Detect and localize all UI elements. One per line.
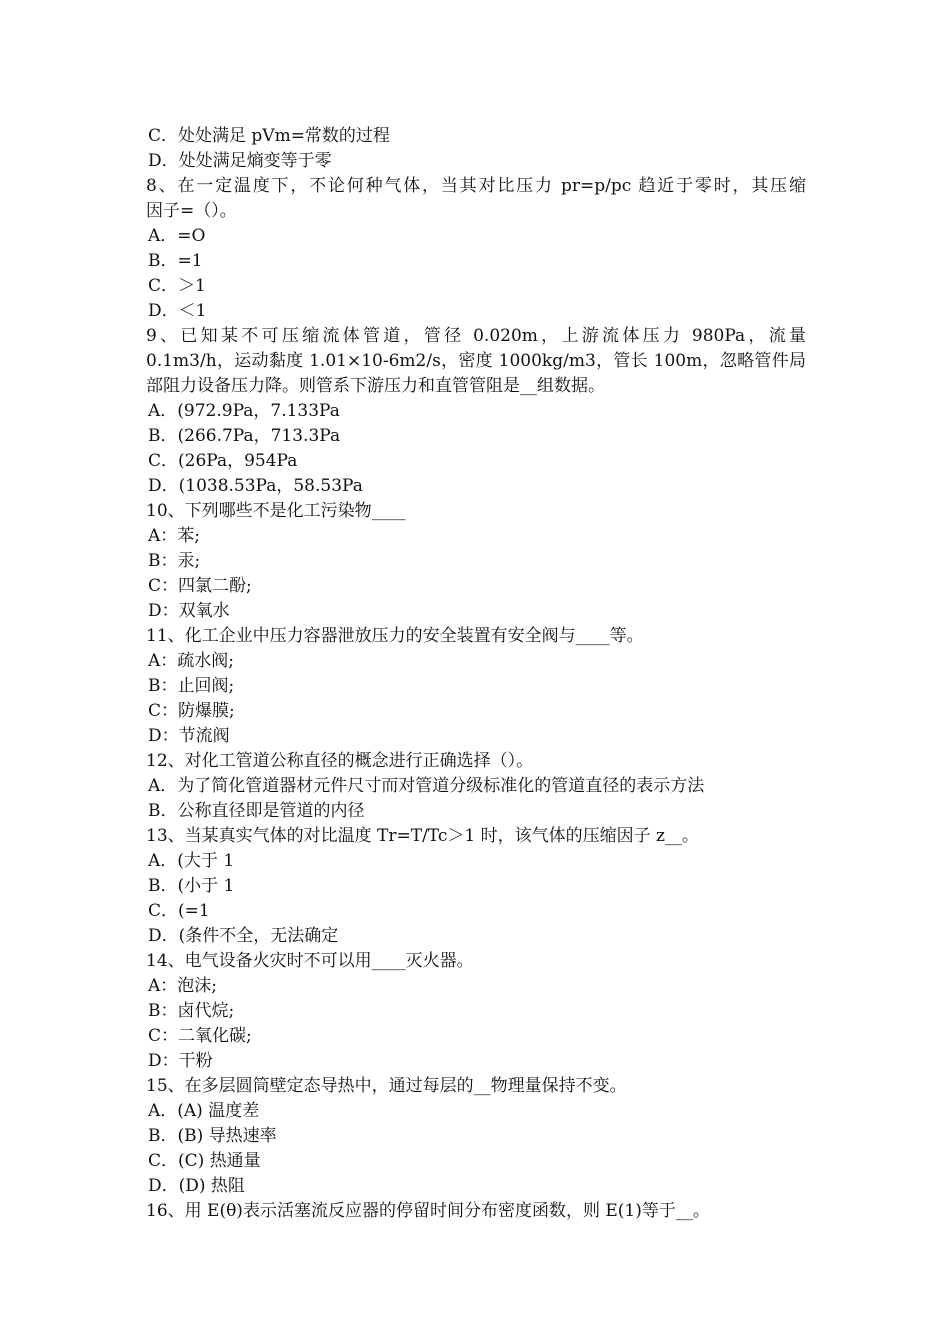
answer-option-line: B：卤代烷;: [148, 1001, 235, 1021]
answer-option-line: C：二氧化碳;: [148, 1026, 252, 1046]
answer-option-line: B：汞;: [148, 551, 201, 571]
question-text-line: 10、下列哪些不是化工污染物____: [146, 501, 406, 521]
answer-option-line: D．(D) 热阻: [148, 1176, 245, 1196]
question-text-line: 12、对化工管道公称直径的概念进行正确选择（）。: [146, 751, 534, 771]
question-text-line: 0.1m3/h，运动黏度 1.01×10-6m2/s，密度 1000kg/m3，管长 100m，忽略管件局: [146, 351, 806, 371]
answer-option-line: D．(1038.53Pa，58.53Pa: [148, 476, 363, 496]
question-text-line: 8、在一定温度下，不论何种气体，当其对比压力 pr=p/pc 趋近于零时，其压缩: [146, 176, 806, 196]
question-text-line: 因子=（）。: [146, 201, 237, 221]
question-text-line: 11、化工企业中压力容器泄放压力的安全装置有安全阀与____等。: [146, 626, 644, 646]
answer-option-line: C．(26Pa，954Pa: [148, 451, 298, 471]
answer-option-line: A：泡沫;: [148, 976, 218, 996]
answer-option-line: A．(972.9Pa，7.133Pa: [148, 401, 340, 421]
answer-option-line: D．＜1: [148, 301, 207, 321]
answer-option-line: C．(C) 热通量: [148, 1151, 261, 1171]
answer-option-line: A．=O: [148, 226, 206, 246]
question-text-line: 14、电气设备火灾时不可以用____灭火器。: [146, 951, 474, 971]
question-text-line: 部阻力设备压力降。则管系下游压力和直管管阻是__组数据。: [146, 376, 605, 396]
document-body: [146, 124, 806, 1224]
answer-option-line: B．公称直径即是管道的内径: [148, 801, 365, 821]
answer-option-line: B．(266.7Pa，713.3Pa: [148, 426, 341, 446]
answer-option-line: B：止回阀;: [148, 676, 235, 696]
answer-option-line: D：干粉: [148, 1051, 213, 1071]
answer-option-line: A．为了简化管道器材元件尺寸而对管道分级标准化的管道直径的表示方法: [148, 776, 705, 796]
answer-option-line: A：苯;: [148, 526, 201, 546]
answer-option-line: B．(B) 导热速率: [148, 1126, 277, 1146]
question-text-line: 9、已知某不可压缩流体管道，管径 0.020m，上游流体压力 980Pa，流量: [146, 326, 806, 346]
answer-option-line: B．(小于 1: [148, 876, 235, 896]
answer-option-line: D．(条件不全，无法确定: [148, 926, 339, 946]
answer-option-line: C．＞1: [148, 276, 206, 296]
answer-option-line: C：四氯二酚;: [148, 576, 252, 596]
answer-option-line: D．处处满足熵变等于零: [148, 151, 332, 171]
answer-option-line: A：疏水阀;: [148, 651, 235, 671]
question-text-line: 16、用 E(θ)表示活塞流反应器的停留时间分布密度函数，则 E(1)等于__。: [146, 1201, 710, 1221]
answer-option-line: D：节流阀: [148, 726, 230, 746]
answer-option-line: D：双氧水: [148, 601, 230, 621]
answer-option-line: B．=1: [148, 251, 203, 271]
answer-option-line: C．处处满足 pVm=常数的过程: [148, 126, 390, 146]
question-text-line: 13、当某真实气体的对比温度 Tr=T/Tc＞1 时，该气体的压缩因子 z__。: [146, 826, 699, 846]
answer-option-line: C：防爆膜;: [148, 701, 235, 721]
answer-option-line: A．(大于 1: [148, 851, 235, 871]
question-text-line: 15、在多层圆筒壁定态导热中，通过每层的__物理量保持不变。: [146, 1076, 627, 1096]
answer-option-line: C．(=1: [148, 901, 210, 921]
answer-option-line: A．(A) 温度差: [148, 1101, 260, 1121]
